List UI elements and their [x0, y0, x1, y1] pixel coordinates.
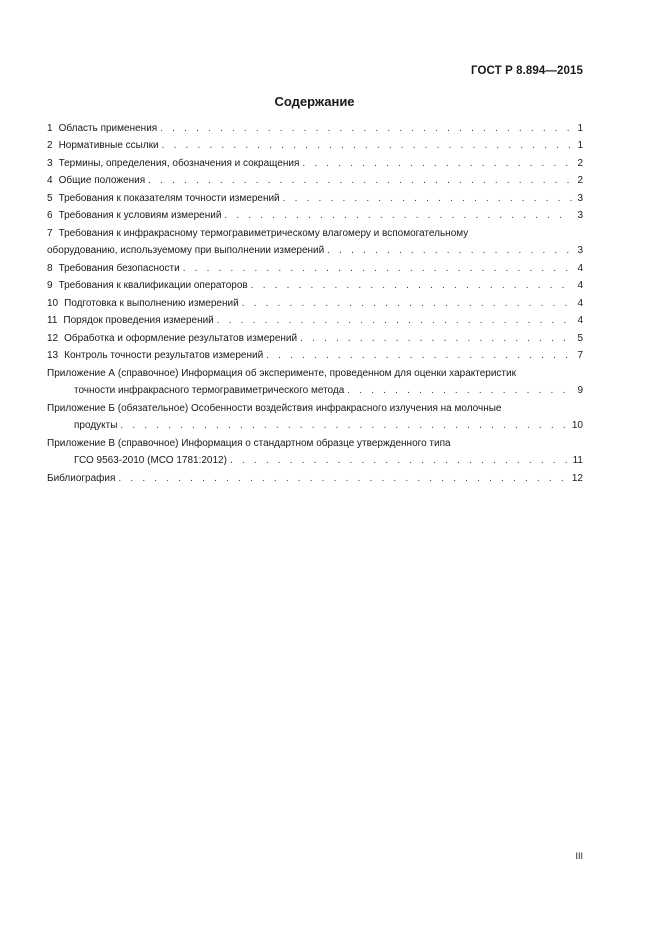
toc-entry-number: 12	[47, 332, 59, 344]
toc-entry-number: 8	[47, 262, 53, 274]
toc-dot-leader	[118, 470, 568, 488]
toc-entry-label: Порядок проведения измерений	[63, 315, 214, 326]
toc-entry-line	[47, 277, 583, 295]
toc-entry-page: 4	[577, 315, 583, 326]
toc-entry-number: 4	[47, 175, 53, 186]
toc-entry-page: 7	[577, 350, 583, 361]
toc-entry-line	[47, 452, 583, 470]
toc-entry-number: 11	[47, 315, 58, 326]
toc-entry-label: Термины, определения, обозначения и сокращения	[58, 157, 300, 169]
toc-entry-line	[47, 242, 583, 260]
toc-dot-leader	[148, 172, 572, 190]
toc-entry-line	[47, 260, 583, 278]
toc-entry-label: Обработка и оформление результатов измерений	[64, 332, 298, 344]
toc-entry-label: Требования к квалификации операторов	[58, 280, 248, 291]
toc-entry-label: Нормативные ссылки	[58, 140, 159, 151]
toc-dot-leader	[266, 347, 572, 365]
toc-entry-number: 10	[47, 297, 59, 309]
toc-entry-page: 2	[577, 157, 583, 169]
toc-entry-page: 1	[577, 140, 583, 151]
toc-dot-leader	[300, 330, 572, 348]
toc-entry-label: Библиография	[47, 472, 116, 484]
toc-entry-line	[47, 347, 583, 365]
toc-entry-line	[47, 172, 583, 190]
toc-entry-line	[47, 330, 583, 348]
page-number: III	[575, 851, 583, 861]
toc-entry-label: Требования безопасности	[58, 262, 180, 274]
toc-entry-line	[47, 207, 583, 225]
toc-entry-label: Общие положения	[58, 175, 146, 186]
toc-entry-page: 4	[577, 297, 583, 309]
toc-dot-leader	[347, 382, 572, 400]
toc-dot-leader	[224, 207, 572, 225]
toc-entry-page: 5	[577, 332, 583, 344]
toc-entry[interactable]	[47, 190, 583, 208]
toc-entry-number: 9	[47, 280, 53, 291]
toc-entry[interactable]	[47, 365, 583, 400]
toc-entry-line	[47, 155, 583, 173]
toc-entry-label: Приложение А (справочное) Информация об эксперименте, проведенном для оценки характеристик	[47, 367, 516, 379]
toc-entry-label: Требования к инфракрасному термогравиметрическому влагомеру и вспомогательному	[58, 227, 469, 239]
toc-entry-line	[47, 382, 583, 400]
toc-entry[interactable]	[47, 172, 583, 190]
toc-entry-label: точности инфракрасного термогравиметрического метода	[74, 385, 345, 396]
toc-dot-leader	[217, 312, 572, 330]
toc-entry[interactable]	[47, 330, 583, 348]
toc-entry-number: 7	[47, 227, 53, 239]
toc-entry-label: Область применения	[58, 123, 158, 134]
toc-entry[interactable]	[47, 435, 583, 470]
toc-entry[interactable]	[47, 121, 583, 137]
toc-entry-label: Требования к условиям измерений	[58, 210, 222, 221]
toc-entry-label: продукты	[74, 420, 118, 431]
toc-entry[interactable]	[47, 347, 583, 365]
toc-entry-label: Подготовка к выполнению измерений	[64, 297, 239, 309]
toc-dot-leader	[160, 121, 572, 137]
toc-entry[interactable]	[47, 137, 583, 155]
toc-entry[interactable]	[47, 225, 583, 260]
toc-dot-leader	[327, 242, 572, 260]
toc-entry-number: 3	[47, 157, 53, 169]
toc-entry-label: Контроль точности результатов измерений	[64, 350, 264, 361]
toc-entry-page: 3	[577, 210, 583, 221]
table-of-contents	[47, 121, 583, 487]
toc-entry-page: 3	[577, 192, 583, 204]
toc-entry-label: Приложение В (справочное) Информация о стандартном образце утвержденного типа	[47, 437, 451, 449]
toc-dot-leader	[283, 190, 572, 208]
toc-dot-leader	[242, 295, 572, 313]
toc-entry-page: 3	[577, 245, 583, 256]
toc-entry-line	[47, 435, 583, 453]
toc-entry[interactable]	[47, 400, 583, 435]
toc-entry-line	[47, 121, 583, 137]
toc-entry[interactable]	[47, 155, 583, 173]
toc-entry-line	[47, 225, 583, 243]
toc-entry-label: оборудованию, используемому при выполнении измерений	[47, 245, 325, 256]
toc-entry[interactable]	[47, 295, 583, 313]
toc-entry[interactable]	[47, 207, 583, 225]
toc-entry-line	[47, 400, 583, 418]
toc-entry-page: 2	[577, 175, 583, 186]
toc-entry-number: 6	[47, 210, 53, 221]
toc-entry-number: 5	[47, 192, 53, 204]
toc-entry-page: 1	[577, 123, 583, 134]
toc-entry-page: 9	[577, 385, 583, 396]
toc-dot-leader	[251, 277, 572, 295]
toc-entry-page: 10	[571, 420, 583, 431]
toc-entry-line	[47, 295, 583, 313]
toc-dot-leader	[162, 137, 572, 155]
toc-entry[interactable]	[47, 277, 583, 295]
toc-entry-line	[47, 365, 583, 383]
toc-entry[interactable]	[47, 470, 583, 488]
toc-entry-number: 13	[47, 350, 59, 361]
toc-entry-label: Приложение Б (обязательное) Особенности воздействия инфракрасного излучения на молочные	[47, 402, 502, 414]
document-code: ГОСТ Р 8.894—2015	[471, 65, 583, 77]
toc-entry-page: 4	[577, 280, 583, 291]
toc-dot-leader	[120, 417, 568, 435]
toc-entry[interactable]	[47, 260, 583, 278]
toc-dot-leader	[230, 452, 570, 470]
toc-title: Содержание	[274, 94, 355, 109]
toc-entry-number: 1	[47, 123, 53, 134]
toc-entry-label: Требования к показателям точности измерений	[58, 192, 280, 204]
toc-dot-leader	[302, 155, 572, 173]
toc-entry-line	[47, 137, 583, 155]
toc-dot-leader	[183, 260, 572, 278]
toc-entry-number: 2	[47, 140, 53, 151]
toc-entry[interactable]	[47, 312, 583, 330]
toc-entry-label: ГСО 9563-2010 (МСО 1781:2012)	[74, 455, 227, 466]
toc-entry-line	[47, 312, 583, 330]
toc-entry-line	[47, 470, 583, 488]
toc-entry-line	[47, 417, 583, 435]
toc-entry-page: 4	[577, 262, 583, 274]
toc-entry-page: 12	[571, 472, 583, 484]
toc-entry-line	[47, 190, 583, 208]
toc-entry-page: 11	[572, 455, 583, 466]
